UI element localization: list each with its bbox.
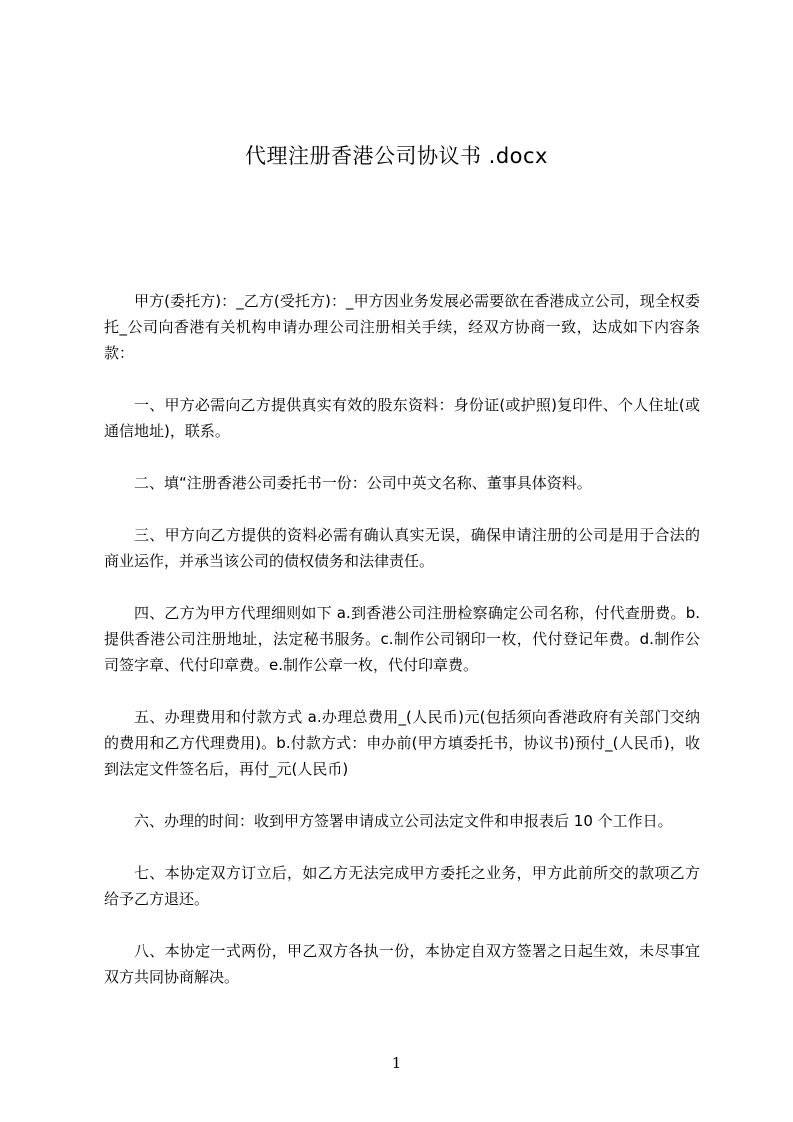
page-number: 1 bbox=[391, 1054, 402, 1072]
clause-5-paragraph: 五、办理费用和付款方式 a.办理总费用_(人民币)元(包括须向香港政府有关部门交纳的费用和乙方代理费用)。b.付款方式：申办前(甲方填委托书，协议书)预付_(人民币)，收到法定文件签名后，再付_元(人民币) bbox=[104, 708, 700, 778]
clause-1-paragraph: 一、甲方必需向乙方提供真实有效的股东资料：身份证(或护照)复印件、个人住址(或通信地址)，联系。 bbox=[104, 396, 700, 440]
clause-3-paragraph: 三、甲方向乙方提供的资料必需有确认真实无误，确保申请注册的公司是用于合法的商业运作，并承当该公司的债权债务和法律责任。 bbox=[104, 526, 700, 570]
clause-2-paragraph: 二、填“注册香港公司委托书一份：公司中英文名称、董事具体资料。 bbox=[134, 474, 592, 492]
clause-6-paragraph: 六、办理的时间：收到甲方签署申请成立公司法定文件和申报表后 10 个工作日。 bbox=[134, 812, 673, 830]
clause-8-paragraph: 八、本协定一式两份，甲乙双方各执一份，本协定自双方签署之日起生效，未尽事宜双方共同协商解决。 bbox=[104, 942, 700, 986]
clause-4-paragraph: 四、乙方为甲方代理细则如下 a.到香港公司注册检察确定公司名称，付代查册费。b.提供香港公司注册地址，法定秘书服务。c.制作公司钢印一枚，代付登记年费。d.制作公司签字章、代付印章费。e.制作公章一枚，代付印章费。 bbox=[104, 604, 700, 674]
clause-7-paragraph: 七、本协定双方订立后，如乙方无法完成甲方委托之业务，甲方此前所交的款项乙方给予乙方退还。 bbox=[104, 864, 700, 908]
document-body bbox=[104, 288, 700, 1016]
document-title: 代理注册香港公司协议书 .docx bbox=[244, 144, 548, 168]
preamble-paragraph: 甲方(委托方)：_乙方(受托方)：_甲方因业务发展必需要欲在香港成立公司，现全权委托_公司向香港有关机构申请办理公司注册相关手续，经双方协商一致，达成如下内容条款： bbox=[104, 292, 700, 362]
